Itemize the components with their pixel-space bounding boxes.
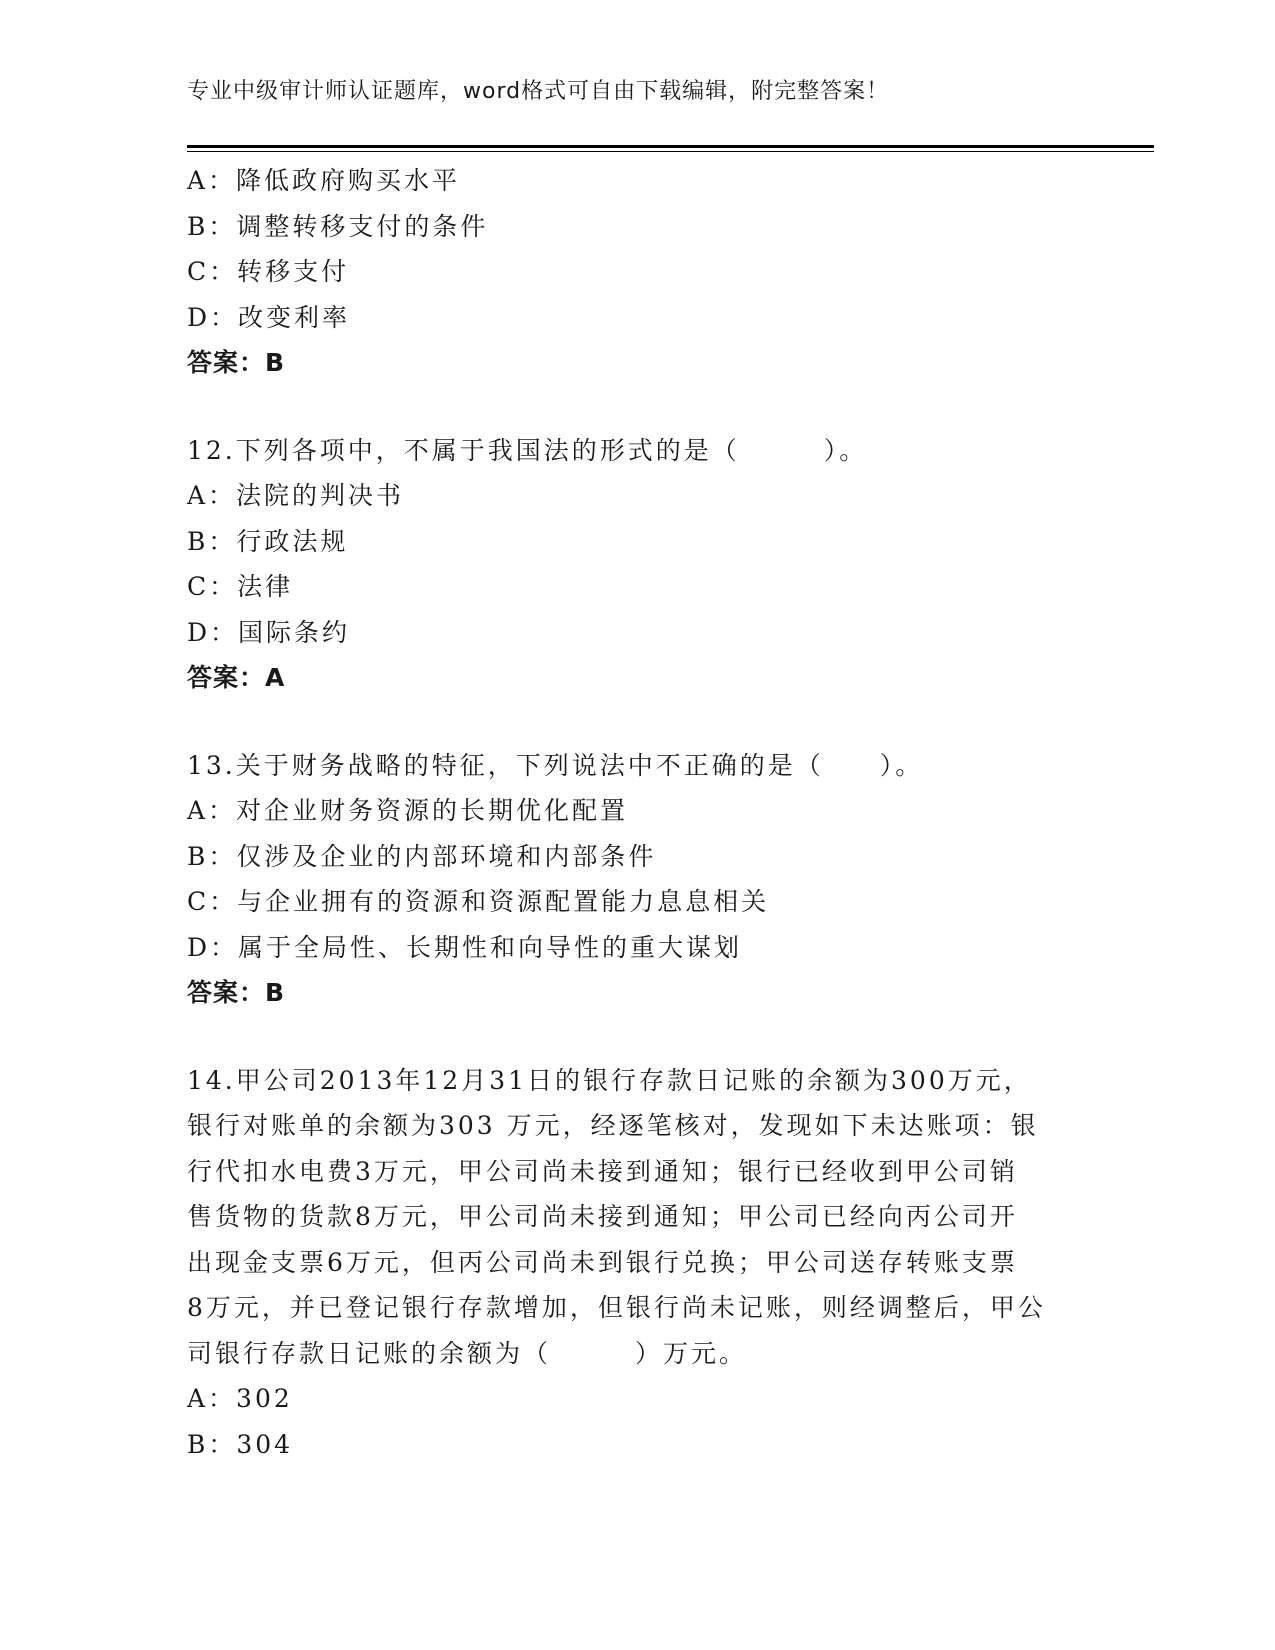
spacer	[187, 701, 1087, 743]
q14-option-a: A：302	[187, 1384, 293, 1413]
q11-option-a: A：降低政府购买水平	[187, 166, 461, 195]
question-14-block	[187, 1058, 1087, 1468]
q13-option-b: B：仅涉及企业的内部环境和内部条件	[187, 841, 657, 871]
q14-stem-line: 司银行存款日记账的余额为（ ）万元。	[187, 1338, 748, 1368]
header-rule-thin	[187, 151, 1154, 152]
header-rule-thick	[187, 145, 1154, 148]
q12-option-c: C：法律	[187, 572, 294, 601]
q14-stem-line: 14.甲公司2013年12月31日的银行存款日记账的余额为300万元，	[187, 1065, 1032, 1095]
document-header: 专业中级审计师认证题库，word格式可自由下载编辑，附完整答案！	[187, 79, 890, 104]
question-12-block	[187, 428, 1087, 701]
q13-option-d: D：属于全局性、长期性和向导性的重大谋划	[187, 932, 743, 962]
spacer	[187, 1016, 1087, 1058]
q13-answer: 答案：B	[187, 978, 286, 1007]
q11-option-c: C：转移支付	[187, 257, 350, 286]
q12-stem: 12.下列各项中，不属于我国法的形式的是（ ）。	[187, 435, 868, 465]
question-11-block	[187, 158, 1087, 386]
q14-stem-line: 出现金支票6万元，但丙公司尚未到银行兑换；甲公司送存转账支票	[187, 1247, 1018, 1277]
q12-option-a: A：法院的判决书	[187, 481, 405, 510]
q14-stem-line: 行代扣水电费3万元，甲公司尚未接到通知；银行已经收到甲公司销	[187, 1156, 1018, 1186]
q13-stem: 13.关于财务战略的特征，下列说法中不正确的是（ ）。	[187, 750, 924, 780]
q14-stem-line: 售货物的货款8万元，甲公司尚未接到通知；甲公司已经向丙公司开	[187, 1202, 1018, 1231]
q12-option-d: D：国际条约	[187, 617, 351, 647]
q11-option-d: D：改变利率	[187, 302, 351, 332]
q12-option-b: B：行政法规	[187, 526, 349, 556]
q14-stem-line: 8万元，并已登记银行存款增加，但银行尚未记账，则经调整后，甲公	[187, 1293, 1046, 1322]
q12-answer: 答案：A	[187, 663, 286, 692]
question-content	[187, 158, 1087, 1467]
q14-stem-line: 银行对账单的余额为303 万元，经逐笔核对，发现如下未达账项：银	[187, 1111, 1039, 1140]
question-13-block	[187, 743, 1087, 1016]
q11-answer: 答案：B	[187, 348, 286, 377]
q14-option-b: B：304	[187, 1429, 294, 1459]
q11-option-b: B：调整转移支付的条件	[187, 211, 489, 241]
q13-option-c: C：与企业拥有的资源和资源配置能力息息相关	[187, 887, 770, 916]
q13-option-a: A：对企业财务资源的长期优化配置	[187, 796, 629, 825]
spacer	[187, 386, 1087, 428]
